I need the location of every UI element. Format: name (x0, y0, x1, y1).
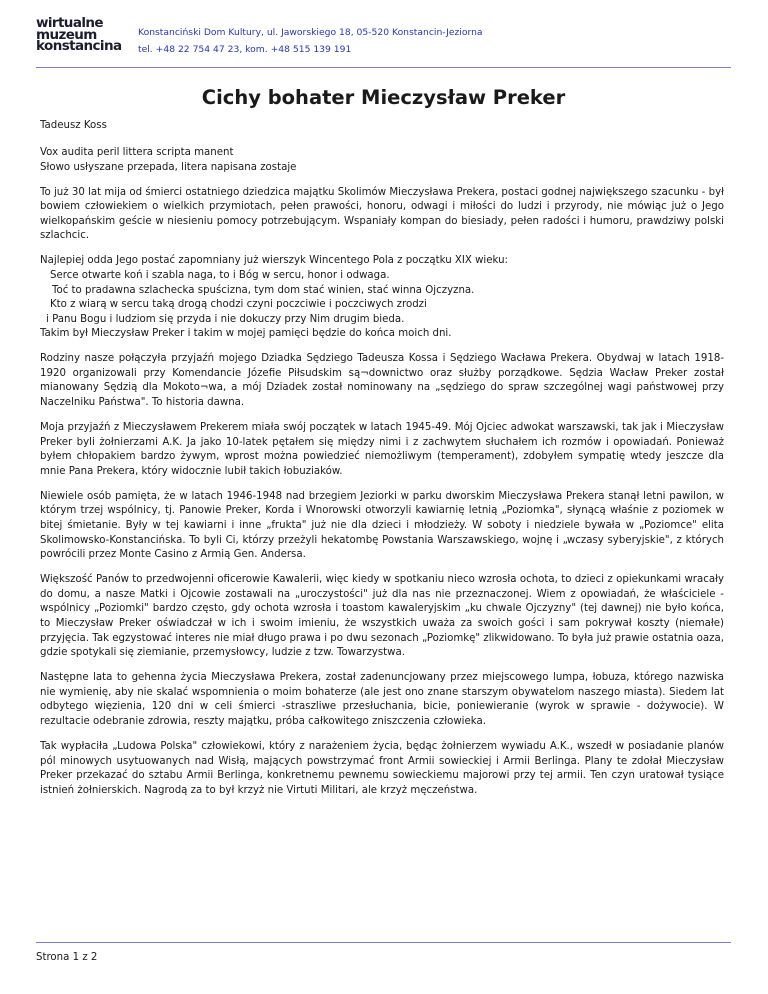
logo-line: wirtualne (36, 15, 103, 31)
phone-text: tel. +48 22 754 47 23, kom. +48 515 139 191 (138, 44, 352, 55)
footer-divider (36, 942, 731, 943)
header-divider (36, 67, 731, 68)
logo (36, 15, 132, 54)
logo-line: muzeum (36, 26, 97, 43)
logo-line: konstancina (36, 38, 122, 54)
poem-line: Kto z wiarą w sercu taką drogą chodzi czyni poczciwie i poczciwych zrodzi (50, 299, 427, 311)
author-name: Tadeusz Koss (40, 120, 107, 131)
paragraph: Tak wypłaciła „Ludowa Polska" człowiekowi, który z narażeniem życia, będąc żołnierzem wywiadu A.K., wszedł w posiadanie planów pól minowych usytuowanych nad Wisłą, mających powstrzymać front Armii sowieckiej i Armii Berlinga. Plany te zdołał Mieczysław Preker przekazać do sztabu Armii Berlinga, konkretnemu pewnemu sowieckiemu majorowi przy tej armii. Ten czyn uratował tysiące istnień żołnierskich. Nagrodą za to był krzyż nie Virtuti Militari, ale krzyż męczeństwa. (40, 740, 724, 796)
article-title: Cichy bohater Mieczysław Preker (201, 86, 566, 109)
paragraph: Większość Panów to przedwojenni oficerowie Kawalerii, więc kiedy w spotkaniu nieco wzrosła ochota, to dzieci z opiekunkami wracały do domu, a nasze Matki i Ojcowie zostawali na „uroczystości" już dla nas nie przeznaczonej. Wiem z opowiadań, że właściciele - wspólnicy „Poziomki" bardzo często, gdy ochota wzrosła i toastom kawaleryjskim „ku chwale Ojczyzny" (tej dawnej) nie było końca, to Mieczysław Preker oświadczał w ich i swoim imieniu, że wszystkich uważa za swoich gości i sam pokrywał koszty (niemałe) przyjęcia. Tak egzystować interes nie miał długo prawa i po dwu sezonach „Poziomkę" zlikwidowano. To była już prawie ostatnia oaza, gdzie spotykali się ziemianie, przemysłowcy, ludzie z tzw. Towarzystwa. (40, 574, 724, 659)
poem-line: Toć to pradawna szlachecka spuścizna, tym dom stać winien, stać winna Ojczyzna. (52, 284, 475, 296)
motto (40, 146, 724, 175)
motto-line: Słowo usłyszane przepada, litera napisana zostaje (40, 161, 297, 173)
paragraph: Moja przyjaźń z Mieczysławem Prekerem miała swój początek w latach 1945-49. Mój Ojciec adwokat warszawski, tak jak i Mieczysław Preker byli żołnierzami A.K. Ja jako 10-latek pętałem się między nimi i z zachwytem słuchałem ich rozmów i opowiadań. Ponieważ byłem chłopakiem bardzo żywym, wprost można powiedzieć niemożliwym (temperament), zdobyłem sympatię wtedy jeszcze dla mnie Pana Prekera, który widocznie lubił takich łobuziaków. (40, 422, 724, 477)
paragraph: Rodziny nasze połączyła przyjaźń mojego Dziadka Sędziego Tadeusza Kossa i Sędziego Wacława Prekera. Obydwaj w latach 1918-1920 organizowali przy Komendancie Józefie Piłsudskim są¬downictwo oraz służby porządkowe. Sędzia Wacław Preker został mianowany Sędzią dla Mokoto¬wa, a mój Dziadek został nominowany na „sędziego do spraw szczególnej wagi państwowej przy Naczelniku Państwa". To historia dawna. (40, 353, 724, 409)
poem-outro: Takim był Mieczysław Preker i takim w mojej pamięci będzie do końca moich dni. (40, 328, 452, 340)
paragraph: To już 30 lat mija od śmierci ostatniego dziedzica majątku Skolimów Mieczysława Prekera, postaci godnej największego szacunku - był bowiem człowiekiem o wielkich przymiotach, pełen prawości, honoru, odwagi i miłości do ludzi i przyrody, nie mówiąc już o Jego wielkopańskim geście w niesieniu pomocy potrzebującym. Wspaniały kompan do biesiady, pełen radości i humoru, prawdziwy polski szlachcic. (40, 186, 724, 242)
poem-line: i Panu Bogu i ludziom się przyda i nie dokuczy przy Nim drugim bieda. (46, 313, 405, 325)
page-header (36, 14, 731, 64)
paragraph: Niewiele osób pamięta, że w latach 1946-1948 nad brzegiem Jeziorki w parku dworskim Mieczysława Prekera stanął letni pawilon, w którym trzej wspólnicy, tj. Panowie Preker, Korda i Wnorowski otworzyli kawiarnię letnią „Poziomka", słynącą właśnie z poziomek w bitej śmietanie. Były w tej kawiarni i inne „frukta" już nie dla dzieci i młodzieży. W soboty i niedziele bywała w „Poziomce" elita Skolimowsko-Konstancińska. To byli Ci, którzy przeżyli hekatombę Powstania Warszawskiego, wojnę i „wczasy syberyjskie", z których powrócili przez Monte Casino z Armią Gen. Andersa. (40, 490, 724, 561)
address-text: Konstanciński Dom Kultury, ul. Jaworskiego 18, 05-520 Konstancin-Jeziorna (138, 27, 483, 38)
poem-intro: Najlepiej odda Jego postać zapomniany już wierszyk Wincentego Pola z początku XIX wieku: (40, 255, 508, 267)
paragraph: Następne lata to gehenna życia Mieczysława Prekera, został zadenuncjowany przez miejscowego lumpa, łobuza, którego nazwiska nie wymienię, aby nie skalać wspomnienia o moim bohaterze (ale jest ono znane starszym obywatelom naszego miasta). Siedem lat odbytego więzienia, 120 dni w celi śmierci -straszliwe przesłuchania, bicie, poniewieranie (wyrok w sprawie - dożywocie). W rezultacie odebranie zdrowia, reszty majątku, próba całkowitego zniszczenia człowieka. (40, 672, 724, 727)
contact-info (138, 24, 483, 58)
motto-line: Vox audita peril littera scripta manent (40, 147, 234, 158)
page-number: Strona 1 z 2 (36, 952, 98, 963)
poem-line: Serce otwarte koń i szabla naga, to i Bóg w sercu, honor i odwaga. (50, 269, 390, 281)
article-body (40, 146, 724, 809)
poem (40, 254, 724, 342)
